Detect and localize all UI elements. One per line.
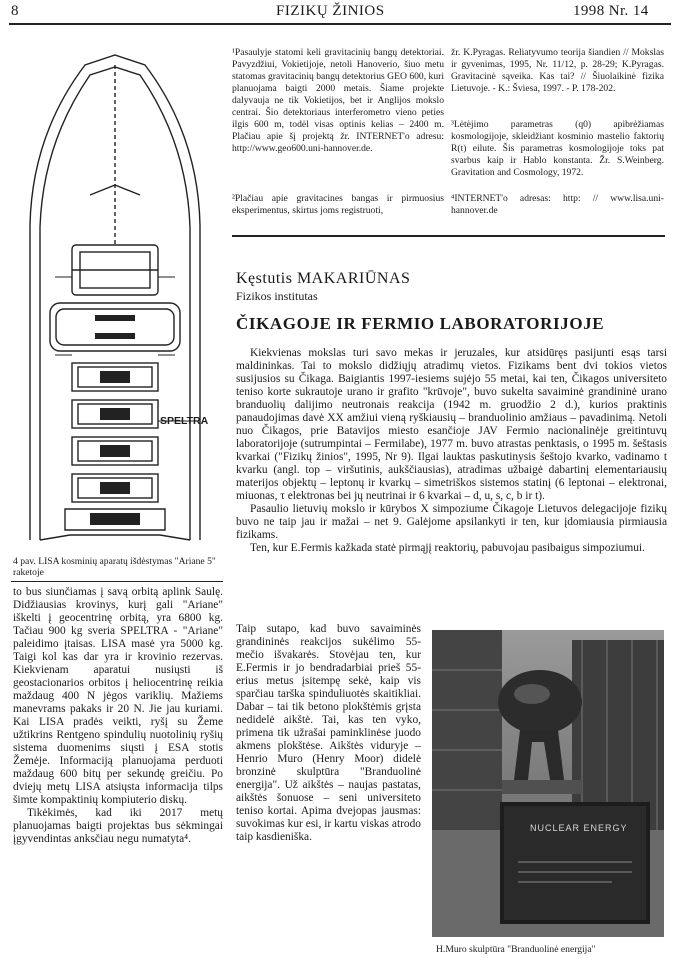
footnote-rule <box>232 235 665 237</box>
header-rule <box>9 23 671 25</box>
sculpture-photo-image <box>432 630 664 937</box>
photo-caption: H.Muro skulptūra "Branduolinė energija" <box>436 944 596 955</box>
footnote-4: ⁴INTERNET'o adresas: http: // www.lisa.uni-hannover.de <box>451 193 664 216</box>
footnote-2: ²Plačiau apie gravitacines bangas ir pirmuosius eksperimentus, skirtus joms registruoti, <box>232 193 444 216</box>
left-paragraph-2: Tikėkimės, kad iki 2017 metų planuojamas baigti projektas bus sėkmingai įgyvendintas anksčiau negu numatyta⁴. <box>13 807 223 845</box>
journal-title: FIZIKŲ ŽINIOS <box>276 3 385 19</box>
footnote-2-continued: žr. K.Pyragas. Reliatyvumo teorija šiandien // Mokslas ir gyvenimas, 1995, Nr. 11/12, p. 28-29; K.Pyragas. Gravitacinė sąveika. Kas tai? // Šiuolaikinė fizika Lietuvoje. - K.: Šviesa, 1997. - P. 178-202. <box>451 47 664 94</box>
page-number: 8 <box>11 3 19 19</box>
rocket-drawing <box>10 45 220 550</box>
figure-caption: 4 pav. LISA kosminių aparatų išdėstymas "Ariane 5" raketoje <box>13 556 216 578</box>
article-paragraph-3-continued: Taip sutapo, kad buvo savaiminės grandininės reakcijos sukėlimo 55-mečio išvakarės. Stovėjau ten, kur E.Fermis ir jo bendradarbiai prieš 55-erius metus įsitempę sekė, kaip vis sparčiau tarška spinduliuotės skaitikliai. Dabar – tai tik betono plokštėmis grįsta nedidelė aikštė. Tai, kas ten vyko, primena tik užrašai paminklinėse juodo akmens plokštėse. Aikštės viduryje – Henrio Muro (Henry Moor) didelė bronzinė skulptūra "Branduolinė energija". Už aikštės – naujas pastatas, aikštės šonuose – seni universiteto teniso kortai. Apima dvejopas jausmas: suvokimas kur esi, ir kartu viskas atrodo taip kasdieniška. <box>236 623 421 843</box>
footnote-3: ³Lėtėjimo parametras (q0) apibrėžiamas kosmologijoje, skleidžiant kosminio mastelio faktorių R(t) eilute. Šis parametras kosmologijoje toks pat svarbus kaip ir Hablo konstanta. Žr. S.Weinberg. Gravitation and Cosmology, 1972. <box>451 119 664 178</box>
sculpture-photo <box>432 630 664 937</box>
speltra-label: SPELTRA <box>160 415 209 427</box>
left-column-text <box>13 586 223 846</box>
article-paragraph-2: Pasaulio lietuvių mokslo ir kūrybos X simpoziume Čikagoje Lietuvos delegacijoje fizikų buvo ne taip jau ir mažai – net 9. Galėjome apsilankyti ir ten, kur įdomiausia pirmiausia fizikams. <box>236 503 667 541</box>
article-institute: Fizikos institutas <box>236 289 318 303</box>
plaque-title: NUCLEAR ENERGY <box>530 823 628 833</box>
issue-label: 1998 Nr. 14 <box>573 3 649 19</box>
left-column-rule <box>11 581 223 582</box>
left-paragraph-1: to bus siunčiamas į savą orbitą aplink Saulę. Didžiausias krovinys, kurį gali "Ariane" iškelti į geocentrinę orbitą, yra 6800 kg. Tačiau 900 kg sveria SPELTRA - "Ariane" paleidimo įtaisas. LISA masė yra 5000 kg. Taigi kol kas dar yra ir krovinio rezervas. Kiekvienam aparatui nusiųsti iš geostacionarios orbitos į heliocentrinę reikia maždaug 400 N jėgos variklių. Mažiems manevrams pakaks ir 20 N. Jie jau kuriami. Kai LISA pradės veikti, ryšį su Žeme užtikrins Rentgeno spindulių nuotolinių ryšių sistema duomenims siųsti į ESA stotis Žemėje. Informaciją planuojama perduoti maždaug 600 bitų per sekundę greičiu. Po dviejų metų LISA atsiųsta informacija tilps šimte kompaktinių kompiuterio diskų. <box>13 586 223 806</box>
article-paragraph-1: Kiekvienas mokslas turi savo mekas ir jeruzales, kur atsidūręs pasijunti esąs tarsi maldininkas. Tai to mokslo didžiųjų atradimų vietos. Fizikams bent dvi tokios vietos susijusios su Čikaga. Baigiantis 1997-iesiems sujėjo 55 metai, kai ten, Čikagos universiteto teniso korte sukrautoje urano ir grafito "krūvoje", buvo sukelta savaiminė grandininė urano branduolių dalijimo neutronais reakcija (1942 m. gruodžio 2 d.), kurios praktinis panaudojimas davė XX amžiui vieną ryškiausių – branduolinio amžiaus – pavadinimą. Netoli nuo Čikagos, prie Batavijos miesto esančioje JAV Fermio nacionalinėje greitintuvų laboratorijoje (sutrumpintai – Fermilabe), 1977 m. buvo atrastas penktasis, o 1995 m. šeštasis kvarkai ("Fizikų žinios", 1995, Nr 9). Ilgai lauktas paskutinysis šeštojo kvarko, vadinamo t kvarku (angl. top – viršutinis, aukščiausias), atradimas užbaigė dabartinį elementariausių materijos objektų – leptonų ir kvarkų – simetriškos sistemos statinį (6 leptonai – elektronai, miuonas, τ elektronas bei jų neutrinai ir 6 kvarkai – d, u, s, c, b ir t). <box>236 347 667 502</box>
article-paragraph-3-start: Ten, kur E.Fermis kažkada statė pirmąjį reaktorių, pabuvojau pasibaigus simpoziumui. <box>250 542 645 554</box>
article-author: Kęstutis MAKARIŪNAS <box>236 270 411 287</box>
article-title: ČIKAGOJE IR FERMIO LABORATORIJOJE <box>236 314 605 333</box>
article-narrow-column <box>236 623 421 844</box>
footnote-1: ¹Pasaulyje statomi keli gravitacinių bangų detektoriai. Pavyzdžiui, Vokietijoje, netoli Hanoverio, šiuo metu statomas gravitacinių bangų detektorius GEO 600, kuri planuojama baigti 2000 metais. Šiame projekte dalyvauja ne tik Vokietijos, bet ir Anglijos mokslo centrai. Šio detektoriaus interferometro vieno peties ilgis 600 m, todėl visas optinis kelias – 2400 m. Plačiau apie šį projektą žr. INTERNET'o adresu: http://www.geo600.uni-hannover.de. <box>232 47 444 154</box>
article-body <box>236 347 667 555</box>
rocket-figure <box>10 45 220 550</box>
